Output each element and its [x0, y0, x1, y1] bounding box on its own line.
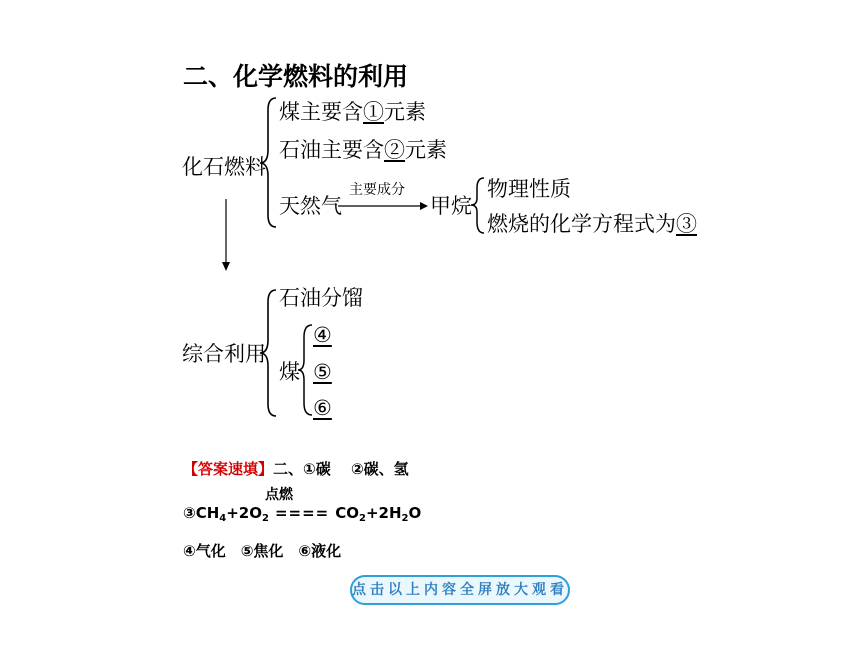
combustion-text: 燃烧的化学方程式为 [487, 212, 676, 236]
h2o-o: O [408, 504, 422, 522]
blank-1: ① [363, 100, 384, 124]
o2-formula: +2O [226, 504, 262, 522]
coal-text: 煤主要含 [279, 100, 363, 124]
arrowhead-down [222, 262, 230, 271]
blank-6: ⑥ [313, 396, 332, 420]
answer-line-1 [183, 458, 409, 479]
oil-text: 石油主要含 [279, 138, 384, 162]
ch-formula: CH [195, 504, 220, 522]
coal-label: 煤 [279, 360, 300, 384]
fossil-fuel-label: 化石燃料 [182, 155, 266, 179]
equation-sign: ==== [274, 504, 330, 522]
methane-label: 甲烷 [430, 194, 472, 218]
blank-3: ③ [676, 212, 697, 236]
answer-tag: 【答案速填】 [183, 460, 274, 478]
coal-element: 元素 [384, 100, 426, 124]
fullscreen-button[interactable]: 点击以上内容全屏放大观看 [350, 575, 570, 605]
ch-sub: 4 [219, 513, 227, 524]
brace-coal [298, 325, 312, 415]
h2o-sub: 2 [401, 513, 409, 524]
co-formula: CO [335, 504, 360, 522]
utilization-label: 综合利用 [182, 342, 266, 366]
natural-gas-label: 天然气 [279, 194, 342, 218]
h2o-formula: +2H [365, 504, 402, 522]
co-sub: 2 [359, 513, 366, 524]
answer-equation [183, 504, 421, 524]
equation-number: ③ [183, 504, 196, 522]
blank-2: ② [384, 138, 405, 162]
blank-4: ④ [313, 323, 332, 347]
o2-sub: 2 [262, 513, 269, 524]
oil-composition [279, 138, 447, 162]
physical-properties: 物理性质 [487, 177, 571, 201]
answer-1-2: 二、①碳 ②碳、氢 [273, 460, 409, 478]
combustion-equation-prompt [487, 212, 697, 236]
coal-composition [279, 100, 426, 124]
section-heading: 二、化学燃料的利用 [183, 62, 409, 91]
answer-line-3: ④气化 ⑤焦化 ⑥液化 [183, 542, 342, 560]
oil-distillation: 石油分馏 [279, 286, 363, 310]
blank-5: ⑤ [313, 360, 332, 384]
arrowhead-right [420, 202, 428, 210]
reaction-condition: 点燃 [265, 487, 293, 503]
arrow-main-component-label: 主要成分 [349, 182, 405, 198]
brace-methane [471, 178, 484, 233]
oil-element: 元素 [405, 138, 447, 162]
